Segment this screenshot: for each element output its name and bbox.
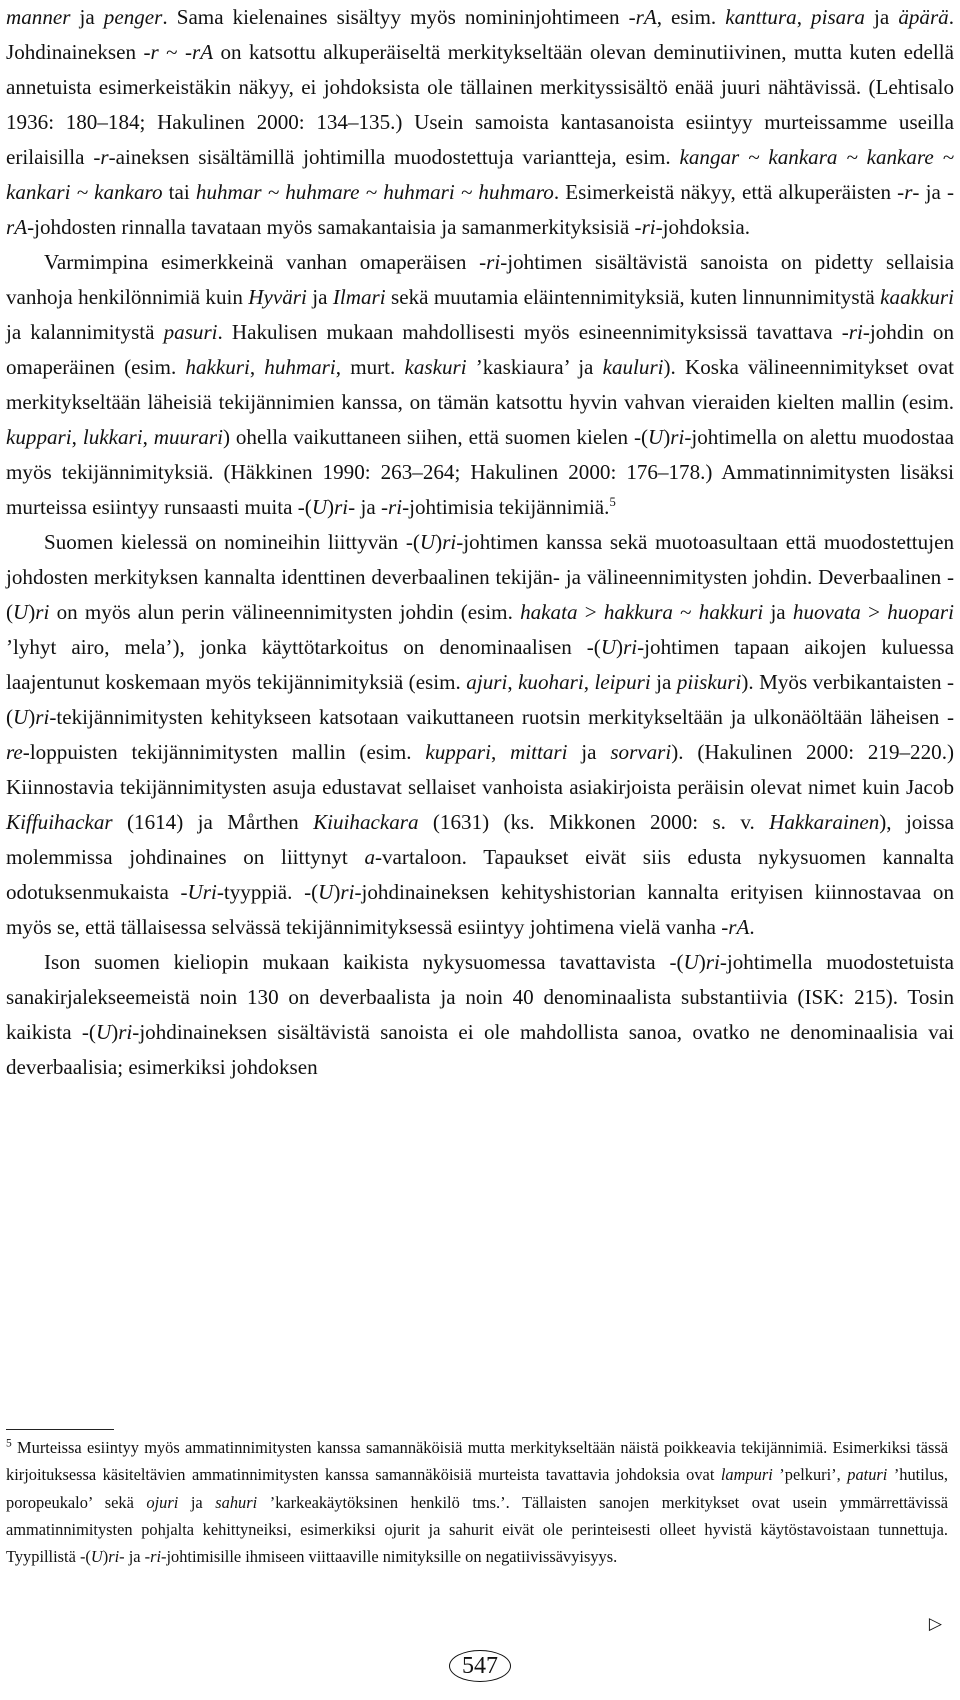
- body-paragraph: [6, 0, 954, 245]
- text-run: -johdosten rinnalla tavataan myös samakantaisia ja samanmerkityksisiä -: [27, 215, 642, 239]
- italic-text-run: muurari: [153, 425, 223, 449]
- text-run: ,: [71, 425, 83, 449]
- italic-text-run: Hyväri: [248, 285, 307, 309]
- text-run: Murteissa esiintyy myös ammatinnimitysten kanssa samannäköisiä mutta merkitykseltään näistä poikkeavia tekijännimiä. Esimerkiksi tässä kirjoituksessa käsiteltävien ammatinnimitysten kanssa samannäköisiä murteista tavattavia johdoksia ovat: [6, 1438, 948, 1485]
- text-run: ): [111, 1020, 119, 1044]
- text-run: ,: [142, 425, 154, 449]
- italic-text-run: ri: [848, 320, 863, 344]
- italic-text-run: sahuri: [215, 1492, 258, 1512]
- italic-text-run: ri: [35, 600, 50, 624]
- text-run: (1631) (ks. Mikkonen 2000: s. v.: [418, 810, 770, 834]
- italic-text-run: U: [95, 1020, 112, 1044]
- italic-text-run: manner: [6, 5, 71, 29]
- text-run: ,: [249, 355, 265, 379]
- text-run: ja: [178, 1492, 216, 1512]
- italic-text-run: Kiffuihackar: [6, 810, 113, 834]
- text-run: ): [28, 600, 36, 624]
- text-run: -johtimen kanssa sekä muotoasultaan että muodostettujen johdosten merkityksen kannalta identtinen deverbaalinen tekijän- ja välineennimitysten johdin. Deverbaalinen -(: [6, 530, 954, 624]
- text-run: . Sama kielenaines sisältyy myös nomininjohtimeen -: [162, 5, 636, 29]
- italic-text-run: r: [904, 180, 913, 204]
- italic-text-run: Hakkarainen: [769, 810, 880, 834]
- text-run: ): [28, 705, 36, 729]
- text-run: ): [663, 425, 671, 449]
- italic-text-run: Uri: [187, 880, 217, 904]
- italic-text-run: ri: [442, 530, 457, 554]
- italic-text-run: U: [318, 880, 334, 904]
- text-run: ja: [763, 600, 793, 624]
- italic-text-run: hakata: [520, 600, 578, 624]
- italic-text-run: ri: [108, 1547, 120, 1567]
- italic-text-run: r: [100, 145, 109, 169]
- text-run: Suomen kielessä on nomineihin liittyvän -(: [44, 530, 420, 554]
- footnote-reference: 5: [609, 494, 616, 509]
- text-run: ): [435, 530, 443, 554]
- italic-text-run: ri: [118, 1020, 133, 1044]
- text-run: , esim.: [656, 5, 726, 29]
- text-run: - ja -: [119, 1547, 151, 1567]
- text-run: ’karkeakäytöksinen henkilö tms.’. Tällaisten sanojen merkitykset ovat usein ymmärrettävissä ammatinnimitysten pohjalta kehittyneiksi, esimerkiksi ojurit ja sahurit eivät ole perinteisesti olleet hyvistä käytöstavoistaan tunnettuja. Tyypillistä -(: [6, 1492, 948, 1567]
- page-number: 547: [449, 1650, 511, 1682]
- italic-text-run: ri: [623, 635, 638, 659]
- text-run: -johdin on omaperäinen (esim.: [6, 320, 954, 379]
- italic-text-run: kuppari: [425, 740, 491, 764]
- text-run: -johdinaineksen sisältävistä sanoista ei ole mahdollista sanoa, ovatko ne denominaalisia vai deverbaalisia; esimerkiksi johdoksen: [6, 1020, 954, 1079]
- italic-text-run: lampuri: [720, 1465, 773, 1485]
- italic-text-run: U: [311, 495, 328, 519]
- italic-text-run: hakkuri: [185, 355, 250, 379]
- italic-text-run: Ilmari: [332, 285, 386, 309]
- footnote-marker: 5: [6, 1437, 12, 1450]
- text-run: ) ohella vaikuttaneen siihen, että suomen kielen -(: [222, 425, 649, 449]
- text-run: ,: [796, 5, 812, 29]
- text-run: -aineksen sisältämillä johtimilla muodostettuja variantteja, esim.: [108, 145, 680, 169]
- text-run: -loppuisten tekijännimitysten mallin (esim.: [22, 740, 426, 764]
- text-run: ,: [507, 670, 519, 694]
- text-run: -johtimen tapaan aikojen kuluessa laajentunut koskemaan myös tekijännimityksiä (esim.: [6, 635, 954, 694]
- italic-text-run: piiskuri: [676, 670, 742, 694]
- text-run: ). (Hakulinen 2000: 219–220.) Kiinnostavia tekijännimitysten asuja edustavat sellaiset vanhoista asiakirjoista peräisin olevat nimet kuin Jacob: [6, 740, 954, 799]
- italic-text-run: äpärä: [898, 5, 949, 29]
- text-run: ’kaskiaura’ ja: [466, 355, 603, 379]
- italic-text-run: ajuri: [466, 670, 508, 694]
- text-run: ), joissa molemmissa johdinaines on liittynyt: [6, 810, 954, 869]
- italic-text-run: hakkura: [603, 600, 673, 624]
- text-run: ja: [70, 5, 104, 29]
- text-run: , murt.: [335, 355, 405, 379]
- italic-text-run: U: [13, 600, 29, 624]
- text-run: ,: [583, 670, 595, 694]
- italic-text-run: ri: [641, 215, 656, 239]
- italic-text-run: U: [683, 950, 699, 974]
- footnote-5: [6, 1434, 948, 1570]
- text-run: -tyyppiä. -(: [216, 880, 319, 904]
- text-run: ja: [567, 740, 611, 764]
- text-run: ): [102, 1547, 109, 1567]
- text-run: sekä muutamia eläintennimityksiä, kuten linnunnimitystä: [385, 285, 881, 309]
- text-run: ~: [672, 600, 699, 624]
- italic-text-run: re: [6, 740, 23, 764]
- text-run: >: [860, 600, 888, 624]
- text-run: >: [577, 600, 604, 624]
- body-paragraph: [6, 245, 954, 525]
- italic-text-run: r: [150, 40, 159, 64]
- italic-text-run: U: [648, 425, 664, 449]
- document-page: [6, 0, 954, 1085]
- italic-text-run: U: [600, 635, 617, 659]
- italic-text-run: kaskuri: [404, 355, 467, 379]
- italic-text-run: ri: [340, 880, 355, 904]
- italic-text-run: U: [419, 530, 436, 554]
- text-run: ja: [306, 285, 333, 309]
- italic-text-run: ri: [670, 425, 685, 449]
- text-run: ,: [491, 740, 511, 764]
- italic-text-run: kaakkuri: [880, 285, 954, 309]
- italic-text-run: paturi: [847, 1465, 888, 1485]
- footnote-divider: [6, 1429, 114, 1430]
- text-run: - ja -: [348, 495, 388, 519]
- italic-text-run: huopari: [887, 600, 954, 624]
- italic-text-run: rA: [6, 215, 28, 239]
- italic-text-run: ri: [486, 250, 501, 274]
- italic-text-run: pasuri: [163, 320, 218, 344]
- text-run: ’pelkuri’,: [772, 1465, 848, 1485]
- text-run: ja kalannimitystä: [6, 320, 164, 344]
- italic-text-run: pisara: [811, 5, 865, 29]
- italic-text-run: ri: [705, 950, 720, 974]
- italic-text-run: ri: [387, 495, 403, 519]
- body-paragraph: [6, 525, 954, 945]
- italic-text-run: a: [364, 845, 375, 869]
- text-run: ). Koska välineennimitykset ovat merkitykseltään läheisiä tekijännimien kanssa, on tämän katsottu hyvin vahvan vieraiden kielten mallin (esim.: [6, 355, 955, 414]
- italic-text-run: huovata: [792, 600, 861, 624]
- body-text: [6, 0, 954, 1085]
- italic-text-run: hakkuri: [698, 600, 764, 624]
- italic-text-run: huhmar ~ huhmare ~ huhmari ~ huhmaro: [195, 180, 554, 204]
- text-run: -tekijännimitysten kehitykseen katsotaan vaikuttaneen ruotsin merkitykseltään ja ulkonäöltään läheisen -: [49, 705, 954, 729]
- text-run: ): [616, 635, 624, 659]
- text-run: . Johdinaineksen -: [6, 5, 954, 64]
- italic-text-run: kuppari: [6, 425, 72, 449]
- text-run: . Hakulisen mukaan mahdollisesti myös esineennimityksissä tavattava -: [217, 320, 849, 344]
- text-run: -johtimen sisältävistä sanoista on pidetty sellaisia vanhoja henkilönnimiä kuin: [6, 250, 954, 309]
- text-run: Varmimpina esimerkkeinä vanhan omaperäisen -: [44, 250, 487, 274]
- text-run: -johdoksia.: [655, 215, 750, 239]
- text-run: (1614) ja Mårthen: [112, 810, 314, 834]
- italic-text-run: ojuri: [146, 1492, 179, 1512]
- text-run: ja: [650, 670, 677, 694]
- italic-text-run: leipuri: [594, 670, 651, 694]
- italic-text-run: rA: [635, 5, 657, 29]
- text-run: on myös alun perin välineennimitysten johdin (esim.: [49, 600, 521, 624]
- italic-text-run: rA: [728, 915, 750, 939]
- italic-text-run: mittari: [510, 740, 568, 764]
- italic-text-run: kuohari: [518, 670, 584, 694]
- italic-text-run: lukkari: [82, 425, 143, 449]
- italic-text-run: huhmari: [264, 355, 336, 379]
- text-run: .: [749, 915, 755, 939]
- italic-text-run: penger: [103, 5, 163, 29]
- text-run: -johdinaineksen kehityshistorian kannalta erityisen kiinnostavaa on myös se, että tällaisessa selvässä tekijännimityksessä esiintyy johtimena vielä vanha -: [6, 880, 954, 939]
- italic-text-run: U: [90, 1547, 103, 1567]
- text-run: ~ -: [158, 40, 192, 64]
- text-run: Ison suomen kieliopin mukaan kaikista nykysuomessa tavattavista -(: [44, 950, 684, 974]
- italic-text-run: Kiuihackara: [313, 810, 419, 834]
- text-run: ): [327, 495, 335, 519]
- text-run: ja: [864, 5, 899, 29]
- text-run: tai: [162, 180, 196, 204]
- italic-text-run: U: [13, 705, 29, 729]
- italic-text-run: ri: [334, 495, 349, 519]
- italic-text-run: rA: [191, 40, 214, 64]
- italic-text-run: kangar ~ kankara ~ kankare ~ kankari ~ kankaro: [6, 145, 954, 204]
- italic-text-run: ri: [150, 1547, 162, 1567]
- text-run: ): [333, 880, 341, 904]
- italic-text-run: kanttura: [725, 5, 797, 29]
- text-run: ). Myös verbikantaisten -(: [6, 670, 954, 729]
- italic-text-run: ri: [35, 705, 50, 729]
- next-page-arrow-icon: ▷: [928, 1614, 942, 1634]
- text-run: -johtimella muodostetuista sanakirjalekseemeistä noin 130 on deverbaalista ja noin 40 denominaalista substantiivia (ISK: 215). Tosin kaikista -(: [6, 950, 954, 1044]
- text-run: ’lyhyt airo, mela’), jonka käyttötarkoitus on denominaalisen -(: [6, 635, 601, 659]
- text-run: . Esimerkeistä näkyy, että alkuperäisten -: [553, 180, 905, 204]
- text-run: ’hutilus, poropeukalo’ sekä: [6, 1465, 949, 1512]
- text-run: -johtimisille ihmiseen viittaaville nimityksille on negatiivissävyisyys.: [161, 1547, 618, 1567]
- body-paragraph: [6, 945, 954, 1085]
- text-run: on katsottu alkuperäiseltä merkitykseltään olevan deminutiivinen, mutta kuten edellä annetuista esimerkeistäkin näkyy, ei johdoksista ole tällainen merkityssisältö enää juuri nähtävissä. (Lehtisalo 1936: 180–184; Hakulinen 2000: 134–135.) Usein samoista kantasanoista esiintyy murteissamme useilla erilaisilla -: [6, 40, 954, 169]
- italic-text-run: sorvari: [610, 740, 672, 764]
- text-run: ): [698, 950, 706, 974]
- text-run: -johtimisia tekijännimiä.: [402, 495, 610, 519]
- italic-text-run: kauluri: [602, 355, 664, 379]
- text-run: -vartaloon. Tapaukset eivät siis edusta nykysuomen kannalta odotuksenmukaista -: [6, 845, 955, 904]
- text-run: - ja -: [912, 180, 955, 204]
- text-run: -johtimella on alettu muodostaa myös tekijännimityksiä. (Häkkinen 1990: 263–264; Hakulinen 2000: 176–178.) Ammatinnimitysten lisäksi murteissa esiintyy runsaasti muita -(: [6, 425, 955, 519]
